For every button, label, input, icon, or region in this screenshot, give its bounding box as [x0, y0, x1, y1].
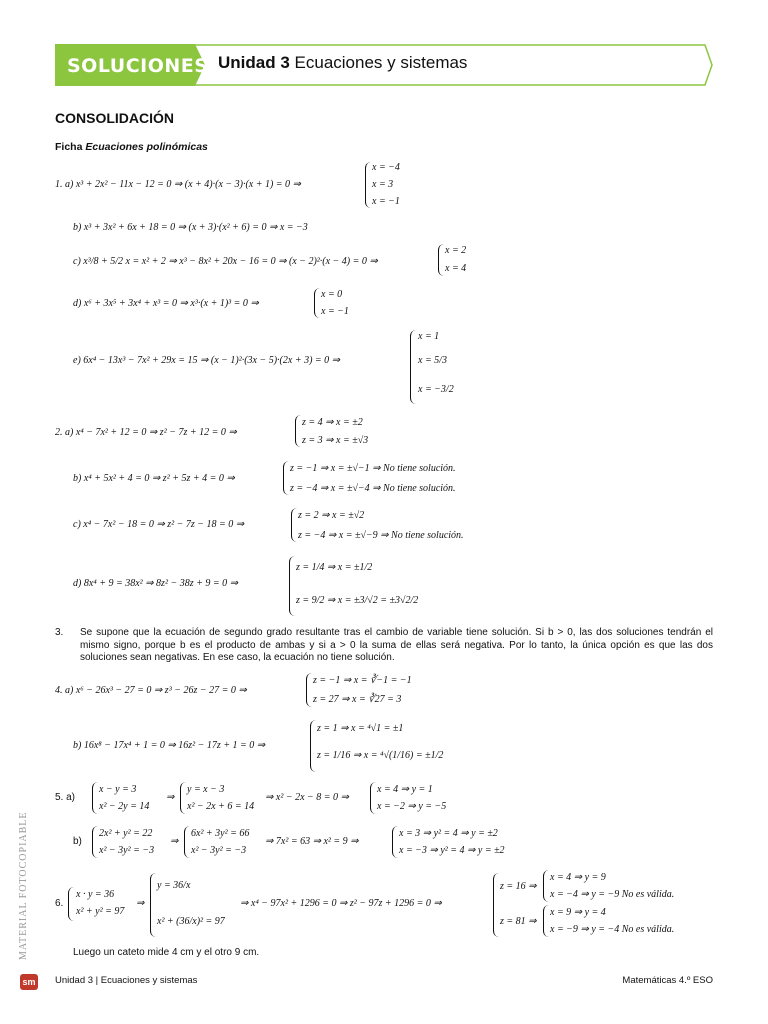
ex1d: d) x⁶ + 3x⁵ + 3x⁴ + x³ = 0 ⇒ x³·(x + 1)³ = 0 ⇒	[73, 298, 259, 309]
equation: y = x − 3	[187, 784, 225, 795]
ex2a: 2. a) x⁴ − 7x² + 12 = 0 ⇒ z² − 7z + 12 = 0 ⇒	[55, 427, 237, 438]
equation: z = 81 ⇒	[500, 916, 537, 927]
solution: x = 4 ⇒ y = 1	[377, 784, 433, 795]
brace	[438, 244, 444, 276]
solution: x = 0	[321, 289, 343, 300]
solution: x = −3 ⇒ y² = 4 ⇒ y = ±2	[399, 845, 505, 856]
side-label: MATERIAL FOTOCOPIABLE	[18, 811, 29, 960]
brace	[92, 782, 98, 814]
brace	[543, 905, 549, 937]
solution: x = −2 ⇒ y = −5	[377, 801, 447, 812]
ex5a: 5. a)	[55, 792, 76, 803]
solution: x = −1	[321, 306, 349, 317]
brace	[184, 826, 190, 858]
equation: x² − 3y² = −3	[191, 845, 247, 856]
equation: y = 36/x	[157, 880, 191, 891]
solution: x = 1	[418, 331, 440, 342]
solution: x = 2	[445, 245, 467, 256]
equation: x² + (36/x)² = 97	[157, 916, 225, 927]
section-title: CONSOLIDACIÓN	[55, 110, 174, 126]
solution: x = −1	[372, 196, 400, 207]
ex1e: e) 6x⁴ − 13x³ − 7x² + 29x = 15 ⇒ (x − 1)²·(3x − 5)·(2x + 3) = 0 ⇒	[73, 355, 341, 366]
solution: z = 2 ⇒ x = ±√2	[298, 510, 365, 521]
brace	[370, 782, 376, 814]
brace	[291, 508, 297, 542]
solution: z = −1 ⇒ x = ±√−1 ⇒ No tiene solución.	[290, 463, 456, 474]
brace	[150, 873, 156, 937]
solution: z = −1 ⇒ x = ∛−1 = −1	[313, 675, 412, 686]
ex2c: c) x⁴ − 7x² − 18 = 0 ⇒ z² − 7z − 18 = 0 ⇒	[73, 519, 245, 530]
equation: z = 16 ⇒	[500, 881, 537, 892]
ex5b: b)	[73, 836, 82, 847]
brace	[365, 162, 371, 208]
ex2d: d) 8x⁴ + 9 = 38x² ⇒ 8z² − 38z + 9 = 0 ⇒	[73, 578, 238, 589]
brace	[543, 870, 549, 902]
ex1a: 1. a) x³ + 2x² − 11x − 12 = 0 ⇒ (x + 4)·(x − 3)·(x + 1) = 0 ⇒	[55, 179, 301, 190]
equation: x² − 3y² = −3	[99, 845, 155, 856]
ex1b: b) x³ + 3x² + 6x + 18 = 0 ⇒ (x + 3)·(x² + 6) = 0 ⇒ x = −3	[73, 222, 308, 233]
ex4a: 4. a) x⁶ − 26x³ − 27 = 0 ⇒ z³ − 26z − 27 = 0 ⇒	[55, 685, 247, 696]
brace	[289, 556, 295, 616]
solution: x = 4 ⇒ y = 9	[550, 872, 606, 883]
ex6-conclusion: Luego un cateto mide 4 cm y el otro 9 cm.	[73, 947, 260, 958]
ficha-title: Ficha Ecuaciones polinómicas	[55, 141, 208, 153]
brace	[310, 720, 316, 772]
implies: ⇒	[166, 792, 175, 803]
solution: x = 4	[445, 263, 467, 274]
solution: x = 3 ⇒ y² = 4 ⇒ y = ±2	[399, 828, 498, 839]
equation: 2x² + y² = 22	[99, 828, 153, 839]
solution: z = −4 ⇒ x = ±√−9 ⇒ No tiene solución.	[298, 530, 464, 541]
solution: x = −4	[372, 162, 400, 173]
ex4b: b) 16x⁸ − 17x⁴ + 1 = 0 ⇒ 16z² − 17z + 1 = 0 ⇒	[73, 740, 266, 751]
equation: ⇒ x⁴ − 97x² + 1296 = 0 ⇒ z² − 97z + 1296 = 0 ⇒	[240, 898, 442, 909]
solution: z = 1 ⇒ x = ⁴√1 = ±1	[317, 723, 404, 734]
solution: z = 3 ⇒ x = ±√3	[302, 435, 369, 446]
brace	[306, 673, 312, 707]
solution: z = 1/4 ⇒ x = ±1/2	[296, 562, 373, 573]
footer-left: Unidad 3 | Ecuaciones y sistemas	[55, 975, 198, 986]
solution: z = 9/2 ⇒ x = ±3/√2 = ±3√2/2	[296, 595, 419, 606]
brace	[68, 887, 74, 921]
brace	[314, 288, 320, 318]
solution: x = −3/2	[418, 384, 454, 395]
implies: ⇒	[170, 836, 179, 847]
brace	[493, 873, 499, 937]
brace	[410, 330, 416, 404]
solution: z = 1/16 ⇒ x = ⁴√(1/16) = ±1/2	[317, 750, 444, 761]
solution: x = 5/3	[418, 355, 447, 366]
equation: x² + y² = 97	[76, 906, 125, 917]
brace	[392, 826, 398, 858]
equation: 6x² + 3y² = 66	[191, 828, 250, 839]
ex3-paragraph: Se supone que la ecuación de segundo grado resultante tras el cambio de variable tiene solución. Si b > 0, las dos soluciones tendrán el mismo signo, porque b es el producto de ambas y si a > 0 la suma de ellas será negativa. Por lo tanto, la única opción es que las dos soluciones sean negativas. En ese caso, la ecuación no tiene solución.	[80, 627, 713, 663]
equation: ⇒ 7x² = 63 ⇒ x² = 9 ⇒	[265, 836, 359, 847]
brace	[92, 826, 98, 858]
solution: x = 3	[372, 179, 394, 190]
footer-right: Matemáticas 4.º ESO	[622, 975, 713, 986]
solution: x = 9 ⇒ y = 4	[550, 907, 606, 918]
publisher-logo: sm	[20, 974, 38, 990]
equation: x · y = 36	[76, 889, 115, 900]
brace	[283, 461, 289, 495]
brace	[295, 415, 301, 447]
solution: z = 27 ⇒ x = ∛27 = 3	[313, 694, 402, 705]
equation: ⇒ x² − 2x − 8 = 0 ⇒	[265, 792, 349, 803]
solution: z = 4 ⇒ x = ±2	[302, 417, 363, 428]
equation: x² − 2x + 6 = 14	[187, 801, 255, 812]
ex1c: c) x³/8 + 5/2 x = x² + 2 ⇒ x³ − 8x² + 20x − 16 = 0 ⇒ (x − 2)²·(x − 4) = 0 ⇒	[73, 256, 378, 267]
solutions-badge: SOLUCIONES	[67, 55, 209, 77]
equation: x − y = 3	[99, 784, 137, 795]
implies: ⇒	[136, 898, 145, 909]
solution: z = −4 ⇒ x = ±√−4 ⇒ No tiene solución.	[290, 483, 456, 494]
ex6: 6.	[55, 898, 64, 909]
unit-title: Unidad 3 Ecuaciones y sistemas	[218, 53, 468, 72]
ex3-number: 3.	[55, 627, 64, 638]
equation: x² − 2y = 14	[99, 801, 150, 812]
solution: x = −9 ⇒ y = −4 No es válida.	[550, 924, 675, 935]
ex2b: b) x⁴ + 5x² + 4 = 0 ⇒ z² + 5z + 4 = 0 ⇒	[73, 473, 235, 484]
solution: x = −4 ⇒ y = −9 No es válida.	[550, 889, 675, 900]
brace	[180, 782, 186, 814]
header-banner	[55, 44, 713, 86]
